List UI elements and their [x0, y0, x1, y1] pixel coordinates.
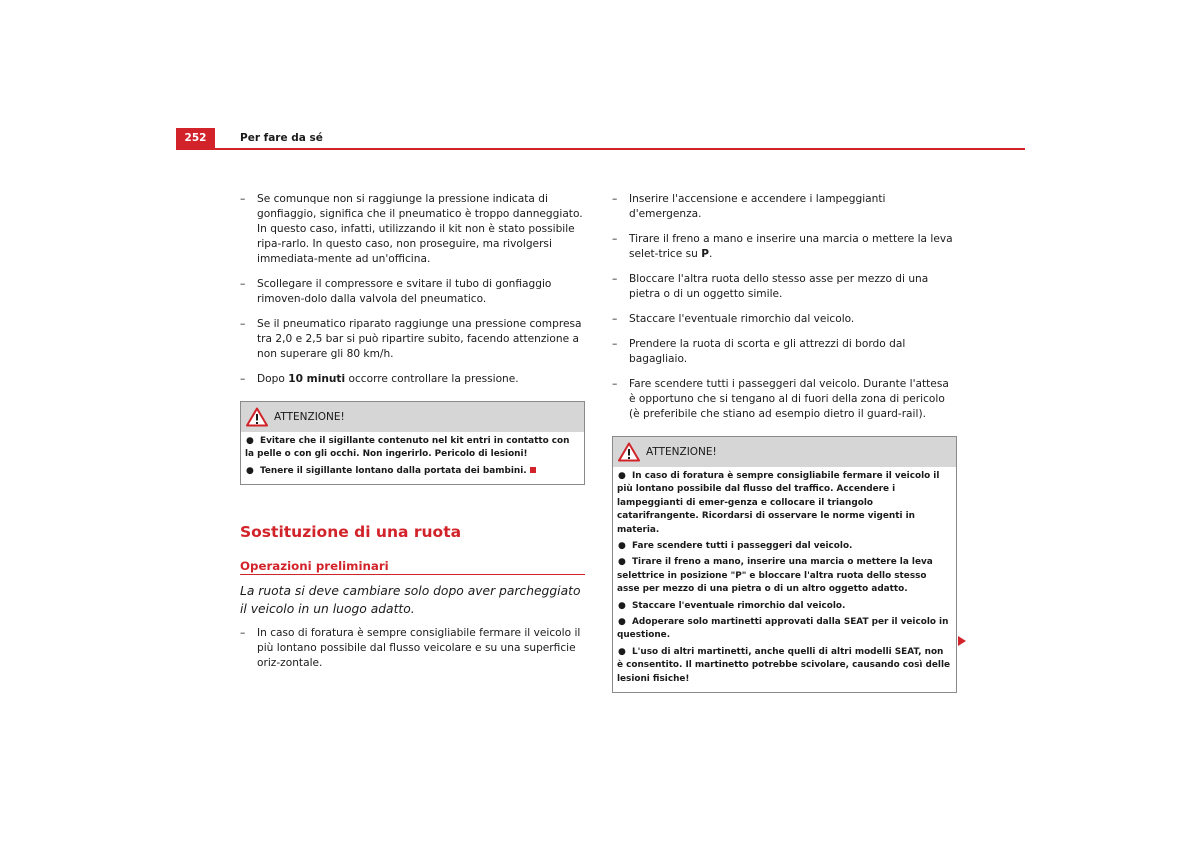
list-item: – Scollegare il compressore e svitare il tubo di gonfiaggio rimoven-dolo dalla valvola del pneumatico. — [240, 278, 552, 305]
warning-body — [241, 432, 584, 484]
warning-item: ● Adoperare solo martinetti approvati dalla SEAT per il veicolo in questione. — [617, 617, 949, 641]
right-column — [612, 192, 957, 693]
lead-paragraph: La ruota si deve cambiare solo dopo aver parcheggiato il veicolo in un luogo adatto. — [240, 584, 581, 616]
warning-title: ATTENZIONE! — [274, 411, 345, 423]
warning-item: ● Tenere il sigillante lontano dalla portata dei bambini. — [245, 465, 580, 478]
warning-header — [241, 402, 584, 432]
warning-item: ● Staccare l'eventuale rimorchio dal veicolo. — [618, 600, 846, 611]
list-item: – Se il pneumatico riparato raggiunge una pressione compresa tra 2,0 e 2,5 bar si può ripartire subito, facendo attenzione a non superare gli 80 km/h. — [240, 318, 582, 360]
list-item: – Bloccare l'altra ruota dello stesso asse per mezzo di una pietra o di un oggetto simile. — [612, 273, 929, 300]
step-list — [240, 626, 585, 671]
warning-item: ● Fare scendere tutti i passeggeri dal veicolo. — [618, 541, 853, 552]
list-item: – Prendere la ruota di scorta e gli attrezzi di bordo dal bagagliaio. — [612, 338, 906, 365]
end-of-section-square-icon — [530, 467, 536, 473]
warning-box — [240, 401, 585, 485]
header-rule — [176, 148, 1025, 150]
next-page-arrow-icon — [958, 636, 966, 646]
list-item: – In caso di foratura è sempre consigliabile fermare il veicolo il più lontano possibile dal flusso veicolare e su una superficie oriz-zontale. — [240, 627, 581, 670]
list-item: – Fare scendere tutti i passeggeri dal veicolo. Durante l'attesa è opportuno che si tengano al di fuori della zona di pericolo (è preferibile che stiano ad esempio dietro il guard-rail). — [612, 378, 949, 420]
warning-body — [613, 467, 956, 692]
warning-item: ● Tirare il freno a mano, inserire una marcia o mettere la leva selettrice in posizione "P" e bloccare l'altra ruota dello stesso asse per mezzo di una pietra o di un altro oggetto adatto. — [617, 557, 933, 595]
subsection-rule — [240, 574, 585, 575]
warning-box — [612, 436, 957, 693]
warning-triangle-icon — [246, 407, 268, 427]
list-item: – Staccare l'eventuale rimorchio dal veicolo. — [612, 313, 855, 325]
list-item: – Tirare il freno a mano e inserire una marcia o mettere la leva selet-trice su P. — [612, 233, 953, 260]
list-item: – Inserire l'accensione e accendere i lampeggianti d'emergenza. — [612, 193, 886, 220]
step-list — [240, 192, 585, 387]
left-column — [240, 192, 585, 681]
section-title: Sostituzione di una ruota — [240, 523, 462, 542]
warning-item: ● L'uso di altri martinetti, anche quelli di altri modelli SEAT, non è consentito. Il martinetto potrebbe scivolare, causando così delle lesioni fisiche! — [617, 646, 951, 684]
page-number: 252 — [176, 128, 215, 148]
list-item: – Dopo 10 minuti occorre controllare la pressione. — [240, 373, 519, 385]
chapter-title: Per fare da sé — [240, 132, 323, 144]
warning-item: ● In caso di foratura è sempre consigliabile fermare il veicolo il più lontano possibile dal flusso del traffico. Accendere i lampeggianti di emer-genza e collocare il triangolo catarifrangente. Ricordarsi di osservare le norme vigenti in materia. — [617, 471, 940, 535]
warning-triangle-icon — [618, 442, 640, 462]
page-header — [176, 128, 1025, 150]
list-item: – Se comunque non si raggiunge la pressione indicata di gonfiaggio, significa che il pneumatico è troppo danneggiato. In questo caso, infatti, utilizzando il kit non è stato possibile ripa-rarlo. In questo caso, non proseguire, ma rivolgersi immediata-mente ad un'officina. — [240, 193, 583, 265]
warning-item: ● Evitare che il sigillante contenuto nel kit entri in contatto con la pelle o con gli occhi. Non ingerirlo. Pericolo di lesioni! — [245, 436, 570, 460]
subsection-title: Operazioni preliminari — [240, 559, 389, 574]
warning-title: ATTENZIONE! — [646, 446, 717, 458]
step-list — [612, 192, 957, 422]
warning-header — [613, 437, 956, 467]
